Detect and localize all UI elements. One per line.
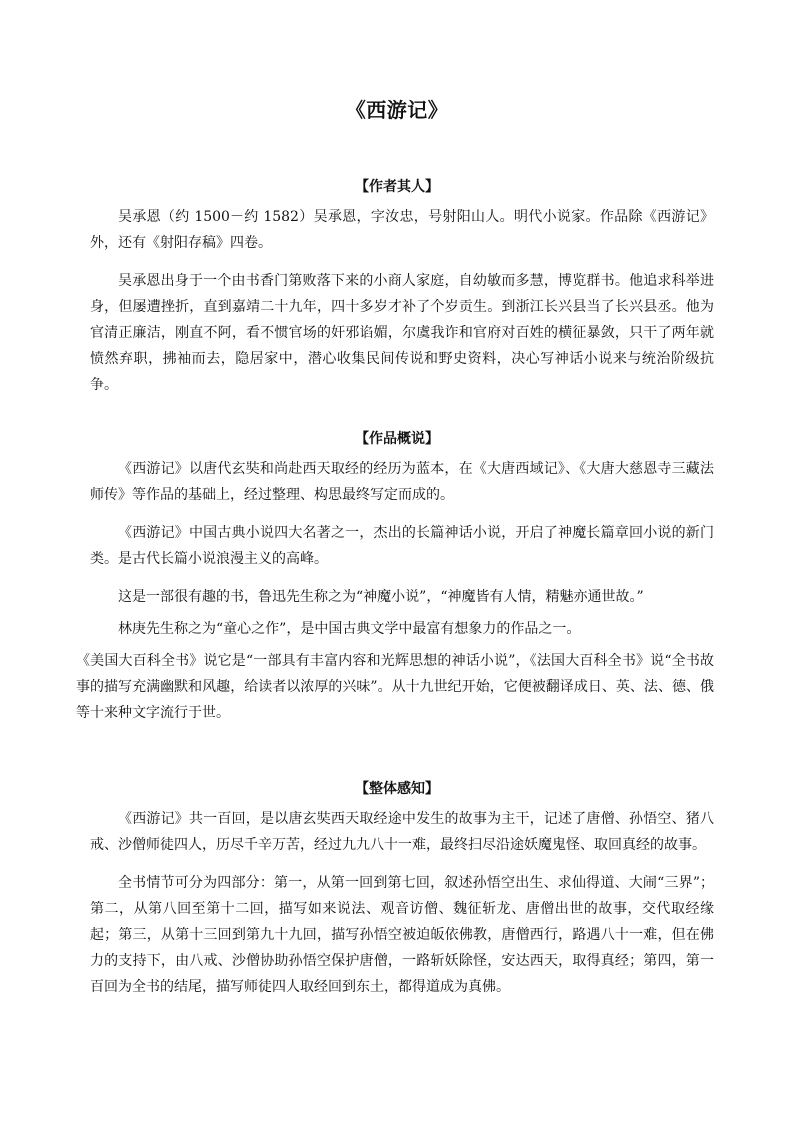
section-heading-overview: 【作品概说】 [355,431,439,447]
section-heading-perception: 【整体感知】 [355,781,439,797]
paragraph-overview-status: 《西游记》中国古典小说四大名著之一，杰出的长篇神话小说，开启了神魔长篇章回小说的新门类。是古代长篇小说浪漫主义的高峰。 [90,525,714,567]
paragraph-author-life: 吴承恩出身于一个由书香门第败落下来的小商人家庭，自幼敏而多慧，博览群书。他追求科举进身，但屡遭挫折，直到嘉靖二十九年，四十多岁才补了个岁贡生。到浙江长兴县当了长兴县丞。他为官清正廉洁，刚直不阿，看不惯官场的奸邪谄媚，尔虞我诈和官府对百姓的横征暴敛，只干了两年就愤然弃职，拂袖而去，隐居家中，潜心收集民间传说和野史资料，决心写神话小说来与统治阶级抗争。 [90,273,714,393]
section-heading-author: 【作者其人】 [355,179,439,195]
paragraph-perception-summary: 《西游记》共一百回，是以唐玄奘西天取经途中发生的故事为主干，记述了唐僧、孙悟空、猪八戒、沙僧师徒四人，历尽千辛万苦，经过九九八十一难，最终扫尽沿途妖魔鬼怪、取回真经的故事。 [90,811,714,853]
paragraph-perception-structure: 全书情节可分为四部分：第一，从第一回到第七回，叙述孙悟空出生、求仙得道、大闹“三界”；第二，从第八回至第十二回，描写如来说法、观音访僧、魏征斩龙、唐僧出世的故事，交代取经缘起；第三，从第十三回到第九十九回，描写孙悟空被迫皈依佛教，唐僧西行，路遇八十一难，但在佛力的支持下，由八戒、沙僧协助孙悟空保护唐僧，一路斩妖除怪，安达西天，取得真经；第四，第一百回为全书的结尾，描写师徒四人取经回到东土，都得道成为真佛。 [90,875,714,995]
document-title: 《西游记》 [345,98,449,122]
paragraph-author-intro: 吴承恩（约 1500－约 1582）吴承恩，字汝忠，号射阳山人。明代小说家。作品除《西游记》外，还有《射阳存稿》四卷。 [90,209,714,251]
paragraph-overview-luxun: 这是一部很有趣的书，鲁迅先生称之为“神魔小说”，“神魔皆有人情，精魅亦通世故。” [118,589,644,605]
paragraph-overview-lingeng: 林庚先生称之为“童心之作”，是中国古典文学中最富有想象力的作品之一。 [118,621,581,637]
paragraph-overview-source: 《西游记》以唐代玄奘和尚赴西天取经的经历为蓝本，在《大唐西域记》、《大唐大慈恩寺三藏法师传》等作品的基础上，经过整理、构思最终写定而成的。 [90,461,714,503]
paragraph-overview-encyclopedias: 《美国大百科全书》说它是“一部具有丰富内容和光辉思想的神话小说”，《法国大百科全书》说“全书故事的描写充满幽默和风趣，给读者以浓厚的兴味”。从十九世纪开始，它便被翻译成日、英、法、德、俄等十来种文字流行于世。 [76,653,714,721]
